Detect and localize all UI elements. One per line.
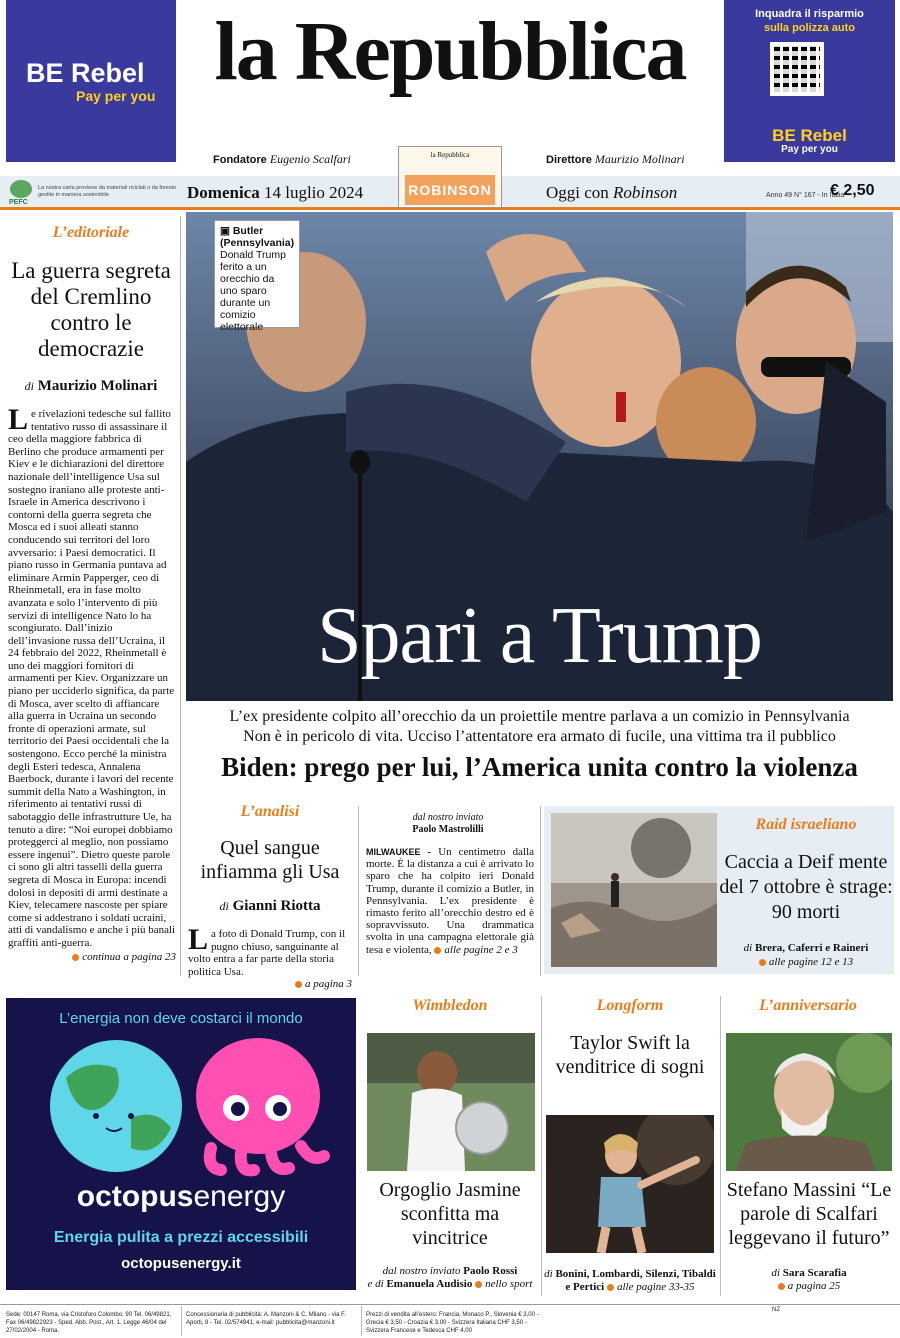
column-divider	[358, 806, 359, 976]
robinson-label: ROBINSON	[405, 175, 495, 205]
bullet-icon	[295, 981, 302, 988]
octopus-top-line: L’energia non deve costarci il mondo	[59, 1010, 303, 1027]
raid-authors: Brera, Caferri e Raineri	[754, 942, 869, 954]
milwaukee-author: Paolo Mastrolilli	[412, 824, 484, 835]
milwaukee-pages[interactable]: alle pagine 2 e 3	[444, 943, 518, 956]
subhead-line-2: Non è in pericolo di vita. Ucciso l’attentatore era armato di fucile, una vittima tra il pubblico	[243, 728, 836, 745]
qr-code-icon[interactable]	[770, 42, 824, 96]
issue-number: Anno 49 N° 167 - In Italia	[766, 192, 845, 199]
longform-kicker: Longform	[596, 997, 664, 1014]
director-name: Maurizio Molinari	[594, 152, 685, 166]
anniversario-byline	[722, 1267, 896, 1293]
byline-and: e di	[367, 1278, 384, 1290]
raid-pages[interactable]	[718, 956, 894, 968]
byline-prefix: di	[771, 1267, 780, 1279]
anniversario-title[interactable]: Stefano Massini “Le parole di Scalfari leggevano il futuro”	[726, 1179, 892, 1249]
wimbledon-author-1: Paolo Rossi	[463, 1265, 518, 1277]
raid-byline	[718, 942, 894, 954]
byline-prefix: di	[219, 899, 229, 913]
longform-byline	[544, 1268, 716, 1294]
raid-pages-text: alle pagine 12 e 13	[768, 956, 854, 968]
pefc-logo-icon	[10, 180, 32, 198]
caption-place: Butler (Pennsylvania)	[220, 225, 295, 249]
anniversario-photo[interactable]	[726, 1033, 892, 1171]
anniversario-author: Sara Scarafia	[782, 1267, 847, 1279]
lead-subhead	[186, 707, 893, 747]
column-divider	[180, 216, 181, 976]
editorial-author: Maurizio Molinari	[37, 378, 158, 394]
dropcap: L	[8, 403, 29, 436]
byline-prefix: di	[24, 379, 35, 393]
byline-prefix: di	[544, 1268, 553, 1280]
director-line	[546, 152, 685, 167]
pefc-label: PEFC	[9, 199, 28, 206]
raid-kicker: Raid israeliano	[755, 816, 857, 833]
ad-tagline: Pay per you	[781, 144, 838, 155]
bullet-icon	[72, 954, 79, 961]
byline-prefix: di	[743, 942, 753, 954]
issue-date	[187, 183, 363, 203]
wimbledon-title[interactable]: Orgoglio Jasmine sconfitta ma vincitrice	[379, 1179, 521, 1249]
dropcap: L	[188, 923, 209, 956]
octopus-url[interactable]: octopusenergy.it	[121, 1255, 241, 1272]
subhead-line-1: L’ex presidente colpito all’orecchio da un proiettile mentre parlava a un comizio in Pennsylvania	[229, 708, 850, 725]
analisi-author: Gianni Riotta	[232, 898, 321, 914]
editorial-body	[8, 403, 176, 963]
second-headline[interactable]: Biden: prego per lui, l’America unita contro la violenza	[221, 752, 858, 782]
lead-headline[interactable]: Spari a Trump	[317, 592, 762, 680]
oggi-name: Robinson	[613, 183, 678, 202]
analisi-body	[188, 923, 352, 991]
masthead-title: la Repubblica	[214, 5, 686, 98]
ad-tagline: Pay per you	[76, 88, 156, 104]
longform-title[interactable]: Taylor Swift la venditrice di sogni	[555, 1032, 705, 1078]
longform-pages[interactable]: alle pagine 33-35	[616, 1281, 695, 1293]
longform-photo[interactable]	[546, 1115, 714, 1253]
supplement-line	[546, 183, 677, 203]
wimbledon-byline	[362, 1265, 538, 1291]
analisi-kicker: L’analisi	[240, 803, 300, 820]
column-divider	[541, 996, 542, 1296]
footer-advertising: Concessionaria di pubblicità: A. Manzoni & C. Milano - via F. Aporti, 8 - Tel. 02/574941, e-mail: pubblicita@manzoni.it	[186, 1312, 346, 1326]
byline-prefix: dal nostro inviato	[412, 812, 484, 823]
founder-line	[213, 152, 351, 167]
analisi-text: a foto di Donald Trump, con il pugno chiuso, sanguinante al volto entra a far parte della storia politica Usa.	[188, 928, 346, 978]
editorial-byline	[6, 378, 176, 395]
analisi-page[interactable]: a pagina 3	[304, 978, 352, 990]
oggi-prefix: Oggi con	[546, 183, 609, 202]
column-divider	[181, 1306, 182, 1336]
analisi-title[interactable]: Quel sangue infiamma gli Usa	[200, 837, 340, 883]
milwaukee-text: Un centimetro dalla morte. È la distanza a cui è arrivato lo sparo che ha colpito ieri Donald Trump, durante il comizio a Butler, in Pennsylvania. L’ex presidente è rimasto ferito all’orecchio destro ed è sopravvissuto. Una drammatica svolta in una campagna elettorale già tesa e violenta,	[366, 846, 535, 956]
editorial-continue[interactable]: continua a pagina 23	[82, 950, 176, 963]
raid-photo[interactable]	[551, 813, 717, 967]
price: € 2,50	[830, 182, 875, 199]
raid-title[interactable]: Caccia a Deif mente del 7 ottobre è strage: 90 morti	[719, 851, 893, 923]
photo-caption	[214, 220, 300, 333]
founder-name: Eugenio Scalfari	[269, 152, 351, 166]
founder-label: Fondatore	[213, 154, 267, 166]
ad-brand: BE Rebel	[772, 126, 847, 145]
wimbledon-section[interactable]: nello sport	[485, 1278, 533, 1290]
bullet-icon	[778, 1283, 785, 1290]
octopus-claim: Energia pulita a prezzi accessibili	[53, 1229, 309, 1246]
column-divider	[540, 806, 541, 976]
dateline: MILWAUKEE	[366, 847, 421, 857]
octopus-logo	[6, 1180, 356, 1214]
director-label: Direttore	[546, 154, 592, 166]
robinson-supplement-thumbnail[interactable]	[398, 146, 502, 208]
ad-berebel-left[interactable]	[6, 0, 176, 162]
ad-brand: BE Rebel	[26, 58, 145, 88]
pefc-note: La nostra carta proviene da materiali riciclati o da foreste gestite in maniera sostenibile	[38, 185, 177, 199]
octopus-logo-b: energy	[193, 1180, 286, 1213]
anniversario-kicker: L’anniversario	[759, 997, 857, 1014]
wimbledon-photo[interactable]	[367, 1033, 535, 1171]
column-divider	[720, 996, 721, 1296]
ad-line-2: sulla polizza auto	[763, 22, 856, 34]
wimbledon-author-2: Emanuela Audisio	[386, 1278, 473, 1290]
milwaukee-byline	[362, 812, 534, 836]
bullet-icon	[475, 1281, 482, 1288]
byline-prefix: dal nostro inviato	[382, 1265, 461, 1277]
editorial-title[interactable]: La guerra segreta del Cremlino contro le democrazie	[11, 258, 171, 361]
column-divider	[361, 1306, 362, 1336]
date-rest: 14 luglio 2024	[263, 183, 364, 202]
caption-text: Donald Trump ferito a un orecchio da uno sparo durante un comizio elettorale	[220, 249, 286, 333]
footer-prices: Prezzi di vendita all’estero: Francia, Monaco P., Slovenia € 3,00 - Grecia € 3,50 - Croazia € 3,00 - Svizzera Italiana CHF 3,50 - Svizzera Francese e Tedesca CHF 4,00	[366, 1312, 539, 1334]
octopus-logo-a: octopus	[76, 1180, 194, 1213]
bullet-icon	[434, 947, 441, 954]
analisi-byline	[186, 898, 354, 915]
anniversario-page[interactable]: a pagina 25	[787, 1280, 841, 1292]
editorial-kicker: L’editoriale	[52, 224, 130, 241]
milwaukee-body: MILWAUKEE - Un centimetro dalla morte. È la distanza a cui è arrivato lo sparo che ha colpito ieri Donald Trump, durante il comizio a Butler, in Pennsylvania. L’ex presidente è rimasto ferito all’orecchio destro ed è sopravvissuto. Una drammatica svolta in una campagna elettorale già tesa e violenta, alle pagine 2 e 3	[366, 846, 535, 956]
wimbledon-kicker: Wimbledon	[412, 997, 488, 1014]
date-day: Domenica	[187, 183, 260, 202]
footer-address: Sede: 00147 Roma, via Cristoforo Colombo, 90 Tel. 06/49821, Fax 06/49822923 - Sped. Abb. Post., Art. 1, Legge 46/04 del 27/02/2004 - Roma.	[6, 1312, 172, 1334]
editorial-text: e rivelazioni tedesche sul fallito tentativo russo di assassinare il ceo della maggiore fabbrica di Berlino che produce armamenti per Kiev e le dichiarazioni del direttore nazionale dell’intelligence Usa sul sostegno iraniano alle proteste anti-Israele in America descrivono i contorni della guerra segreta che Mosca ed i suoi alleati stanno conducendo sui territori del loro avversario: i Paesi democratici. Il piano russo in Germania puntava ad eliminare Armin Papperger, ceo di Rheinmetall, era in fase molto avanzata e solo l’intervento di più servizi di intelligence Nato lo ha scongiurato. Dall’inizio dell’invasione russa dell’Ucraina, il 24 febbraio del 2022, Rheinmetall è uno dei maggiori fornitori di armamenti per Kiev. Organizzare un piano per ucciderlo significa, da parte di Mosca, aver scelto di affiancare alla guerra in Ucraina un secondo fronte di operazioni armate, sul territorio dei Paesi occidentali che la sostengono. Ecco perché la ministra degli Esteri tedesca, Annalena Baerbock, durante i lavori del recente summit della Nato a Washington, in riferimento ai tentativi russi di sabotaggio delle infrastrutture Ue, ha tenuto a dire: “Noi europei dobbiamo proteggerci al meglio, non possiamo essere ingenui”. Dietro queste parole ci sono gli altri tasselli della guerra segreta di Mosca in Europa: incendi dolosi in depositi di armi destinate a Kiev, telecamere nascoste per spiare come si addestrano i soldati ucraini, atti di vandalismo e anche i più banali graffiti anti-guerra.	[8, 408, 176, 949]
bullet-icon	[759, 959, 766, 966]
footer-code: NZ	[772, 1307, 780, 1313]
ad-berebel-right[interactable]	[724, 0, 895, 162]
longform-authors: Bonini, Lombardi, Silenzi, Tibaldi e Pertici	[555, 1268, 716, 1293]
robinson-header: la Repubblica	[430, 151, 470, 159]
ad-line-1: Inquadra il risparmio	[755, 8, 864, 20]
camera-icon: ▣	[220, 225, 230, 237]
bullet-icon	[607, 1284, 614, 1291]
